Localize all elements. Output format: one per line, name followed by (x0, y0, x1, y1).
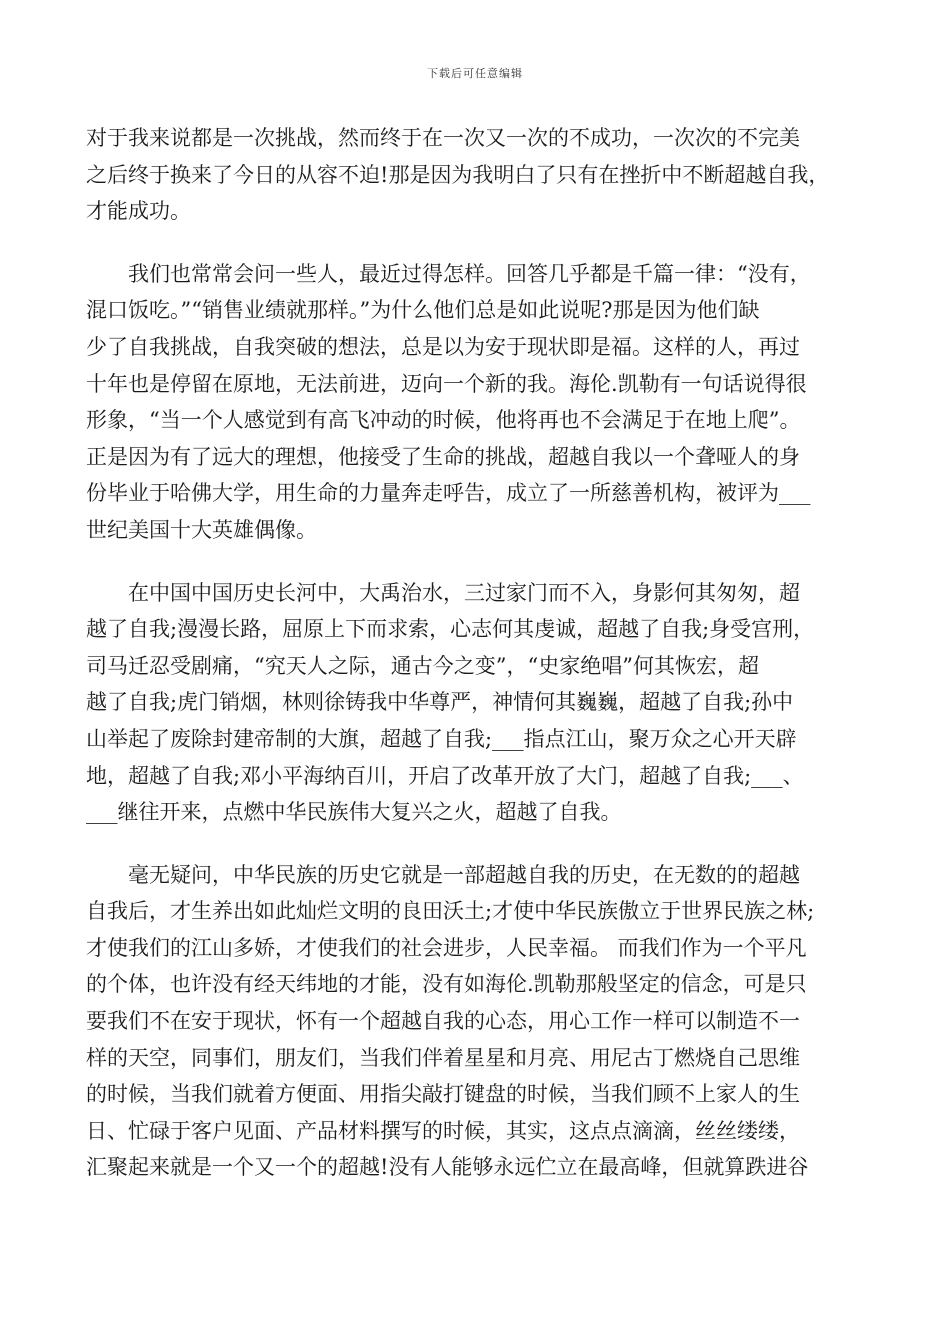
text-line: 对于我来说都是一次挑战，然而终于在一次又一次的不成功，一次次的不完美 (86, 126, 800, 150)
header-note: 下载后可任意编辑 (427, 67, 523, 80)
text-line: 汇聚起来就是一个又一个的超越!没有人能够永远伫立在最高峰，但就算跌进谷 (86, 1155, 809, 1180)
text-line: 日、忙碌于客户见面、产品材料撰写的时候，其实，这点点滴滴，丝丝缕缕， (86, 1118, 800, 1143)
paragraph-1 (86, 120, 876, 230)
text-line: 要我们不在安于现状，怀有一个超越自我的心态，用心工作一样可以制造不一 (86, 1009, 800, 1034)
text-line: 少了自我挑战，自我突破的想法，总是以为安于现状即是福。这样的人，再过 (86, 334, 800, 359)
text-line: 毫无疑问，中华民族的历史它就是一部超越自我的历史，在无数的的超越 (128, 862, 800, 887)
text-line: 地，超越了自我;邓小平海纳百川，开启了改革开放了大门，超越了自我;___、 (86, 763, 804, 788)
text-line: 的时候，当我们就着方便面、用指尖敲打键盘的时候，当我们顾不上家人的生 (86, 1082, 800, 1107)
text-line: 才使我们的江山多娇，才使我们的社会进步，人民幸福。 而我们作为一个平凡 (86, 935, 807, 960)
text-line: 正是因为有了远大的理想，他接受了生命的挑战，超越自我以一个聋哑人的身 (86, 444, 800, 469)
text-line: 越了自我;虎门销烟，林则徐铸我中华尊严，神情何其巍巍，超越了自我;孙中 (86, 690, 794, 715)
text-line: 越了自我;漫漫长路，屈原上下而求索，心志何其虔诚，超越了自我;身受宫刑， (86, 617, 815, 642)
paragraph-4 (86, 857, 876, 1186)
text-line: 我们也常常会问一些人，最近过得怎样。回答几乎都是千篇一律：“没有， (128, 261, 811, 286)
paragraph-3 (86, 575, 876, 831)
text-line: 世纪美国十大英雄偶像。 (86, 517, 317, 542)
text-line: 之后终于换来了今日的从容不迫!那是因为我明白了只有在挫折中不断超越自我， (86, 162, 830, 187)
text-line: 司马迁忍受剧痛，“究天人之际，通古今之变”，“史家绝唱”何其恢宏，超 (86, 653, 759, 678)
text-line: 十年也是停留在原地，无法前进，迈向一个新的我。海伦.凯勒有一句话说得很 (86, 371, 807, 396)
text-line: 份毕业于哈佛大学，用生命的力量奔走呼告，成立了一所慈善机构，被评为___ (86, 481, 811, 506)
text-line: 样的天空，同事们，朋友们，当我们伴着星星和月亮、用尼古丁燃烧自己思维 (86, 1045, 800, 1070)
text-line: 自我后，才生养出如此灿烂文明的良田沃土;才使中华民族傲立于世界民族之林; (86, 899, 815, 924)
text-line: 山举起了废除封建帝制的大旗，超越了自我;___指点江山，聚万众之心开天辟 (86, 726, 797, 751)
text-line: 混口饭吃。”“销售业绩就那样。”为什么他们总是如此说呢?那是因为他们缺 (86, 298, 760, 323)
text-line: 在中国中国历史长河中，大禹治水，三过家门而不入，身影何其匆匆，超 (128, 580, 800, 605)
text-line: 才能成功。 (86, 199, 191, 224)
paragraph-2 (86, 256, 876, 549)
text-line: 形象，“当一个人感觉到有高飞冲动的时候，他将再也不会满足于在地上爬”。 (86, 408, 801, 433)
text-line: 的个体，也许没有经天纬地的才能，没有如海伦.凯勒那般坚定的信念，可是只 (86, 972, 807, 997)
text-line: ___继往开来，点燃中华民族伟大复兴之火，超越了自我。 (86, 800, 622, 825)
document-body (86, 120, 876, 1212)
